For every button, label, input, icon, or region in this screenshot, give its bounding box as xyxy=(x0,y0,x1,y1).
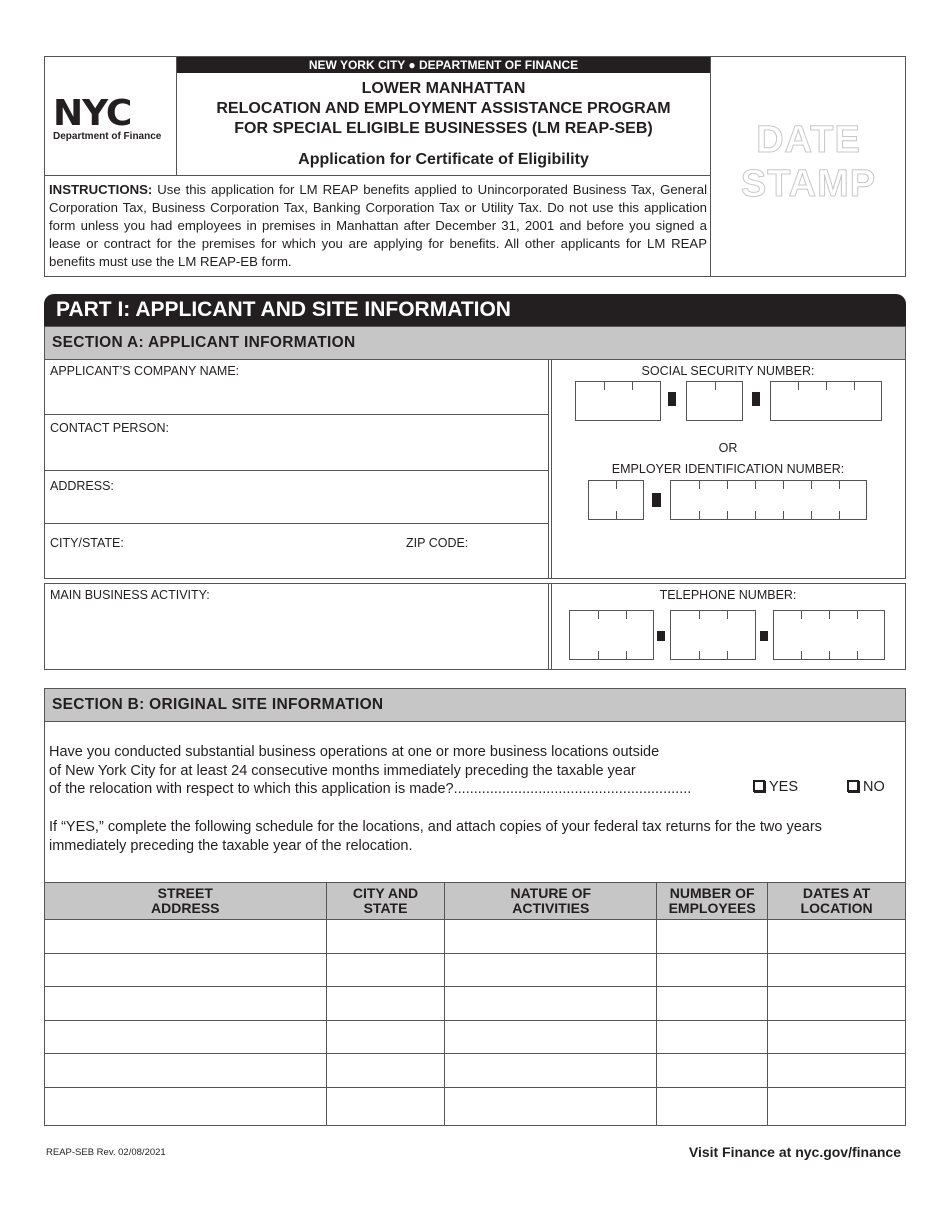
ein-label: EMPLOYER IDENTIFICATION NUMBER: xyxy=(611,462,845,476)
table-cell[interactable] xyxy=(326,1020,445,1054)
tick xyxy=(632,382,633,390)
table-cell[interactable] xyxy=(45,987,327,1021)
table-cell[interactable] xyxy=(445,987,657,1021)
contact-person-field[interactable] xyxy=(45,437,548,469)
table-row xyxy=(45,1054,906,1088)
section-b-title: SECTION B: ORIGINAL SITE INFORMATION xyxy=(44,688,906,722)
tick xyxy=(829,651,830,659)
question-line: of New York City for at least 24 consecutive months immediately preceding the taxable year xyxy=(49,762,636,779)
title-line: LOWER MANHATTAN xyxy=(361,80,526,97)
table-cell[interactable] xyxy=(657,920,768,954)
ssn-field-area[interactable] xyxy=(575,381,661,421)
ein-field-number[interactable] xyxy=(670,480,867,520)
telephone-line-number[interactable] xyxy=(773,610,885,660)
logo-dept-text: Department of Finance xyxy=(53,131,162,142)
tick xyxy=(801,611,802,619)
separator-mark xyxy=(668,392,676,406)
section-a-title: SECTION A: APPLICANT INFORMATION xyxy=(44,326,906,360)
tick xyxy=(811,511,812,519)
yes-checkbox[interactable] xyxy=(753,779,798,795)
table-cell[interactable] xyxy=(326,1087,445,1125)
separator-mark xyxy=(752,392,760,406)
grid-divider xyxy=(44,414,549,415)
zip-code-field[interactable] xyxy=(400,552,548,578)
tick xyxy=(598,651,599,659)
header-text: EMPLOYEES xyxy=(668,900,756,916)
tick xyxy=(783,481,784,489)
table-cell[interactable] xyxy=(45,1087,327,1125)
tick xyxy=(727,651,728,659)
table-cell[interactable] xyxy=(657,987,768,1021)
no-label: NO xyxy=(863,779,885,795)
address-label: ADDRESS: xyxy=(50,479,114,493)
logo-nyc-text: NYC xyxy=(53,93,132,134)
table-cell[interactable] xyxy=(657,1087,768,1125)
zip-code-label: ZIP CODE: xyxy=(406,536,469,550)
table-cell[interactable] xyxy=(326,953,445,987)
ssn-field-serial[interactable] xyxy=(770,381,882,421)
question-line: of the relocation with respect to which this application is made?........................................................... xyxy=(49,781,692,797)
stamp-line: DATE xyxy=(756,119,861,161)
table-cell[interactable] xyxy=(657,1020,768,1054)
separator-mark xyxy=(657,631,665,641)
locations-schedule-table xyxy=(44,882,906,1126)
tick xyxy=(755,481,756,489)
tick xyxy=(801,651,802,659)
tick xyxy=(755,511,756,519)
tick xyxy=(727,481,728,489)
table-cell[interactable] xyxy=(326,987,445,1021)
table-cell[interactable] xyxy=(45,953,327,987)
checkbox-icon xyxy=(847,780,859,792)
table-row xyxy=(45,1020,906,1054)
table-row xyxy=(45,953,906,987)
telephone-area-code[interactable] xyxy=(569,610,654,660)
header-text: ADDRESS xyxy=(151,900,220,916)
col-nature-activities xyxy=(445,883,657,920)
header-text: NUMBER OF xyxy=(669,885,755,901)
schedule-instruction: If “YES,” complete the following schedule for the locations, and attach copies of your federal tax returns for the two years immediately preceding the taxable year of the relocation. xyxy=(49,819,822,854)
question-line: Have you conducted substantial business operations at one or more business locations outside xyxy=(49,744,660,760)
instructions-label: INSTRUCTIONS: xyxy=(49,182,153,197)
or-label: OR xyxy=(718,441,738,455)
contact-person-label: CONTACT PERSON: xyxy=(50,421,169,435)
table-cell[interactable] xyxy=(326,920,445,954)
tick xyxy=(798,382,799,390)
form-title xyxy=(177,79,710,139)
header-text: STATE xyxy=(363,900,408,916)
table-cell[interactable] xyxy=(45,1054,327,1088)
table-cell[interactable] xyxy=(445,1020,657,1054)
tick xyxy=(727,611,728,619)
table-cell[interactable] xyxy=(657,953,768,987)
grid-divider xyxy=(44,523,549,524)
table-cell[interactable] xyxy=(445,1054,657,1088)
col-dates-location xyxy=(768,883,906,920)
col-city-state xyxy=(326,883,445,920)
separator-mark xyxy=(760,631,768,641)
header-text: STREET xyxy=(157,885,213,901)
relocation-question xyxy=(49,743,749,799)
col-number-employees xyxy=(657,883,768,920)
tick xyxy=(604,382,605,390)
table-cell[interactable] xyxy=(768,1087,906,1125)
grid-divider xyxy=(44,470,549,471)
checkbox-icon xyxy=(753,780,765,792)
company-name-label: APPLICANT’S COMPANY NAME: xyxy=(50,364,240,378)
no-checkbox[interactable] xyxy=(847,779,885,795)
table-cell[interactable] xyxy=(768,953,906,987)
tick xyxy=(839,511,840,519)
table-cell[interactable] xyxy=(768,987,906,1021)
tick xyxy=(839,481,840,489)
table-header-row xyxy=(45,883,906,920)
title-line: FOR SPECIAL ELIGIBLE BUSINESSES (LM REAP-SEB) xyxy=(234,120,653,137)
city-state-label: CITY/STATE: xyxy=(50,536,124,550)
tick xyxy=(616,511,617,519)
header-text: DATES AT xyxy=(802,885,871,901)
ssn-field-group[interactable] xyxy=(686,381,743,421)
tick xyxy=(811,481,812,489)
company-name-field[interactable] xyxy=(45,380,548,413)
table-cell[interactable] xyxy=(657,1054,768,1088)
table-row xyxy=(45,987,906,1021)
tick xyxy=(626,611,627,619)
telephone-prefix[interactable] xyxy=(670,610,756,660)
ssn-label: SOCIAL SECURITY NUMBER: xyxy=(641,364,815,378)
address-field[interactable] xyxy=(45,495,548,522)
separator-mark xyxy=(652,493,661,507)
tick xyxy=(715,382,716,390)
tick xyxy=(854,382,855,390)
header-text: LOCATION xyxy=(800,900,873,916)
grid-divider xyxy=(548,359,549,579)
telephone-label: TELEPHONE NUMBER: xyxy=(659,588,797,602)
instructions-text: Use this application for LM REAP benefits applied to Unincorporated Business Tax, General Corporation Tax, Business Corporation Tax, Banking Corporation Tax or Utility Tax. Do not use this application form unless you had employees in premises in Manhattan after December 31, 2001 and before you signed a lease or contract for the premises for which you are applying for benefits. All other applicants for LM REAP benefits must use the LM REAP-EB form. xyxy=(49,182,707,269)
tick xyxy=(699,651,700,659)
form-subtitle: Application for Certificate of Eligibility xyxy=(298,151,589,168)
main-activity-field[interactable] xyxy=(45,605,548,669)
visit-finance: Visit Finance at nyc.gov/finance xyxy=(688,1144,901,1160)
tick xyxy=(783,511,784,519)
nyc-logo xyxy=(45,57,177,175)
header-band: NEW YORK CITY ● DEPARTMENT OF FINANCE xyxy=(177,57,710,73)
title-line: RELOCATION AND EMPLOYMENT ASSISTANCE PROGRAM xyxy=(216,100,671,117)
table-cell[interactable] xyxy=(45,1020,327,1054)
table-cell[interactable] xyxy=(326,1054,445,1088)
tick xyxy=(626,651,627,659)
table-cell[interactable] xyxy=(768,1020,906,1054)
ein-field-prefix[interactable] xyxy=(588,480,644,520)
header-text: CITY AND xyxy=(352,885,419,901)
table-row xyxy=(45,920,906,954)
table-row xyxy=(45,1087,906,1125)
tick xyxy=(826,382,827,390)
table-cell[interactable] xyxy=(45,920,327,954)
tick xyxy=(829,611,830,619)
table-cell[interactable] xyxy=(445,1087,657,1125)
tick xyxy=(699,481,700,489)
table-cell[interactable] xyxy=(445,920,657,954)
date-stamp-area xyxy=(711,118,906,206)
part1-title: PART I: APPLICANT AND SITE INFORMATION xyxy=(44,294,906,326)
col-street-address xyxy=(45,883,327,920)
header-divider xyxy=(45,175,710,176)
tick xyxy=(857,611,858,619)
stamp-line: STAMP xyxy=(740,163,877,205)
tick xyxy=(616,481,617,489)
table-cell[interactable] xyxy=(445,953,657,987)
tick xyxy=(699,511,700,519)
tick xyxy=(857,651,858,659)
city-state-field[interactable] xyxy=(45,552,395,578)
header-text: NATURE OF xyxy=(510,885,592,901)
tick xyxy=(727,511,728,519)
grid-divider xyxy=(548,583,549,670)
table-cell[interactable] xyxy=(768,1054,906,1088)
instructions xyxy=(49,181,707,271)
yes-label: YES xyxy=(769,779,799,795)
tick xyxy=(699,611,700,619)
main-activity-label: MAIN BUSINESS ACTIVITY: xyxy=(50,588,210,602)
header-text: ACTIVITIES xyxy=(512,900,590,916)
form-revision: REAP-SEB Rev. 02/08/2021 xyxy=(46,1147,166,1158)
table-cell[interactable] xyxy=(768,920,906,954)
tick xyxy=(598,611,599,619)
